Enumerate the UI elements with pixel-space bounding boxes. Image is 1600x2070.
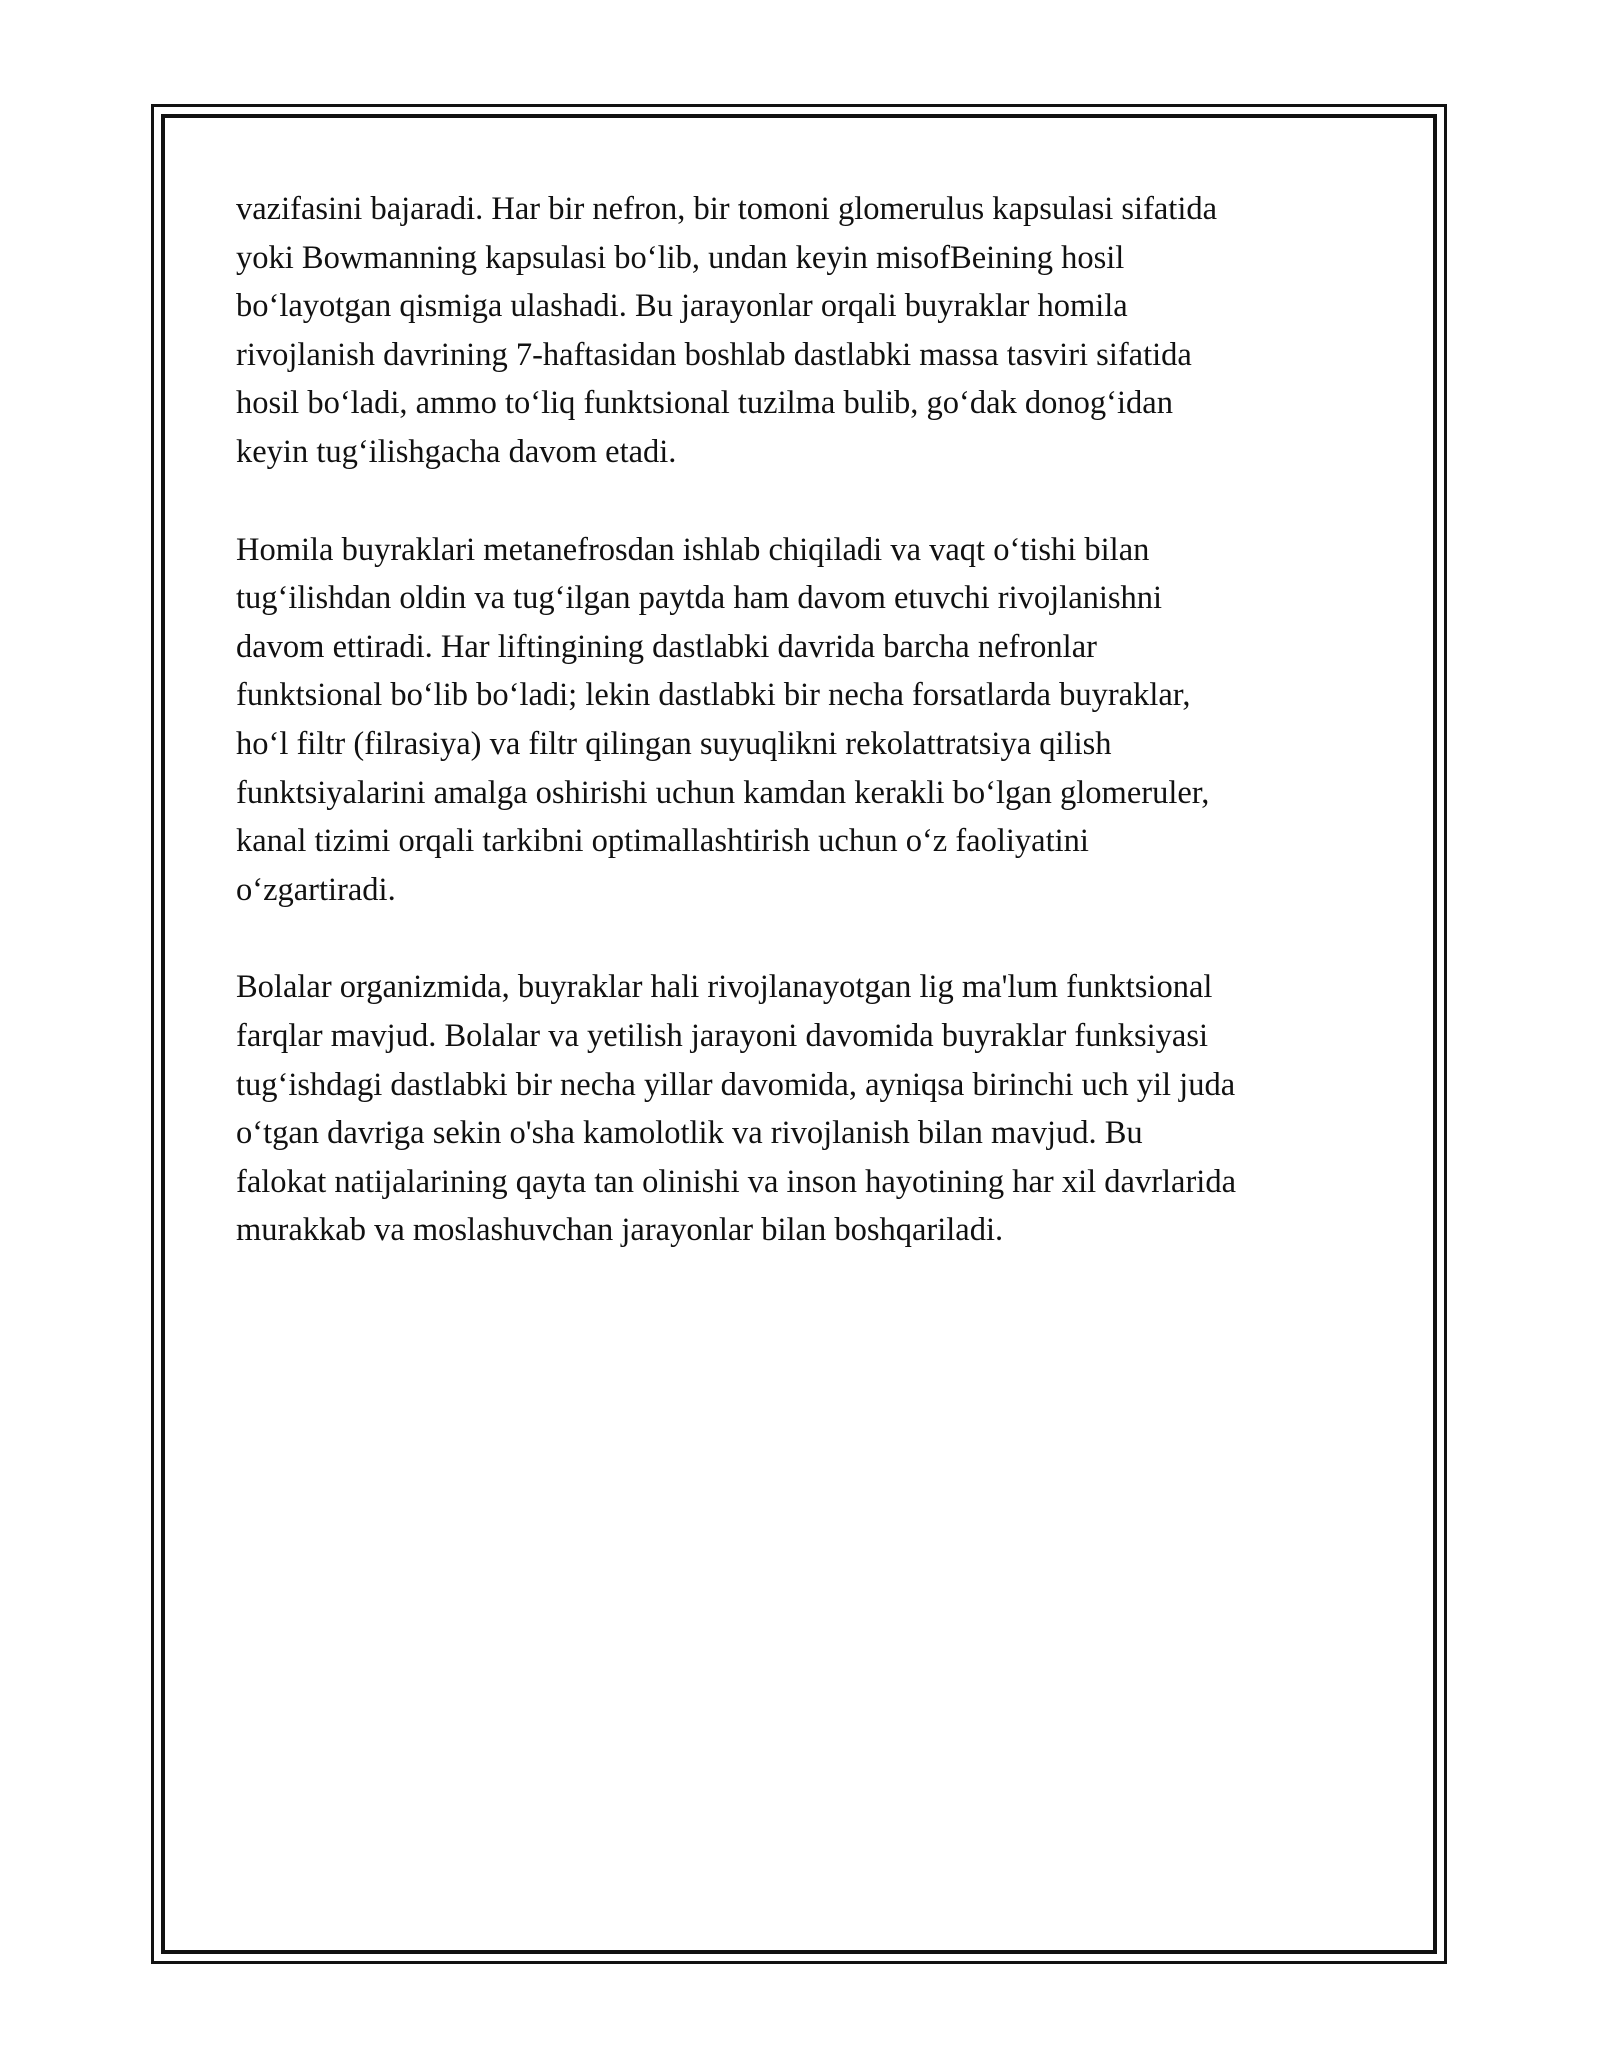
text-line: vazifasini bajaradi. Har bir nefron, bir tomoni glomerulus kapsulasi sifatida [236, 191, 1218, 227]
text-line: Homila buyraklari metanefrosdan ishlab chiqiladi va vaqt o‘tishi bilan [236, 531, 1150, 568]
text-line: funktsiyalarini amalga oshirishi uchun kamdan kerakli bo‘lgan glomeruler, [236, 774, 1210, 811]
text-line: hosil bo‘ladi, ammo to‘liq funktsional tuzilma bulib, go‘dak donog‘idan [236, 385, 1173, 422]
text-line: bo‘layotgan qismiga ulashadi. Bu jarayonlar orqali buyraklar homila [236, 288, 1128, 325]
paragraph-2 [236, 526, 1386, 915]
document-body [236, 185, 1386, 1304]
text-line: ho‘l filtr (filrasiya) va filtr qilingan suyuqlikni rekolattratsiya qilish [236, 725, 1112, 762]
text-line: falokat natijalarining qayta tan olinishi va inson hayotining har xil davrlarida [236, 1163, 1237, 1200]
text-line: o‘tgan davriga sekin o'sha kamolotlik va rivojlanish bilan mavjud. Bu [236, 1115, 1143, 1152]
text-line: rivojlanish davrining 7-haftasidan boshlab dastlabki massa tasviri sifatida [236, 336, 1192, 373]
text-line: kanal tizimi orqali tarkibni optimallashtirish uchun o‘z faoliyatini [236, 823, 1089, 860]
text-line: tug‘ishdagi dastlabki bir necha yillar davomida, ayniqsa birinchi uch yil juda [236, 1066, 1236, 1103]
text-line: farqlar mavjud. Bolalar va yetilish jarayoni davomida buyraklar funksiyasi [236, 1017, 1209, 1054]
text-line: funktsional bo‘lib bo‘ladi; lekin dastlabki bir necha forsatlarda buyraklar, [236, 677, 1191, 714]
paragraph-1 [236, 185, 1386, 477]
text-line: tug‘ilishdan oldin va tug‘ilgan paytda ham davom etuvchi rivojlanishni [236, 580, 1163, 617]
text-line: Bolalar organizmida, buyraklar hali rivojlanayotgan lig ma'lum funktsional [236, 969, 1213, 1006]
text-line: murakkab va moslashuvchan jarayonlar bilan boshqariladi. [236, 1212, 1004, 1249]
text-line: yoki Bowmanning kapsulasi bo‘lib, undan keyin misofBeining hosil [236, 239, 1125, 276]
paragraph-3 [236, 963, 1386, 1255]
text-line: davom ettiradi. Har liftingining dastlabki davrida barcha nefronlar [236, 628, 1097, 665]
text-line: o‘zgartiradi. [236, 871, 396, 908]
text-line: keyin tug‘ilishgacha davom etadi. [236, 433, 677, 470]
